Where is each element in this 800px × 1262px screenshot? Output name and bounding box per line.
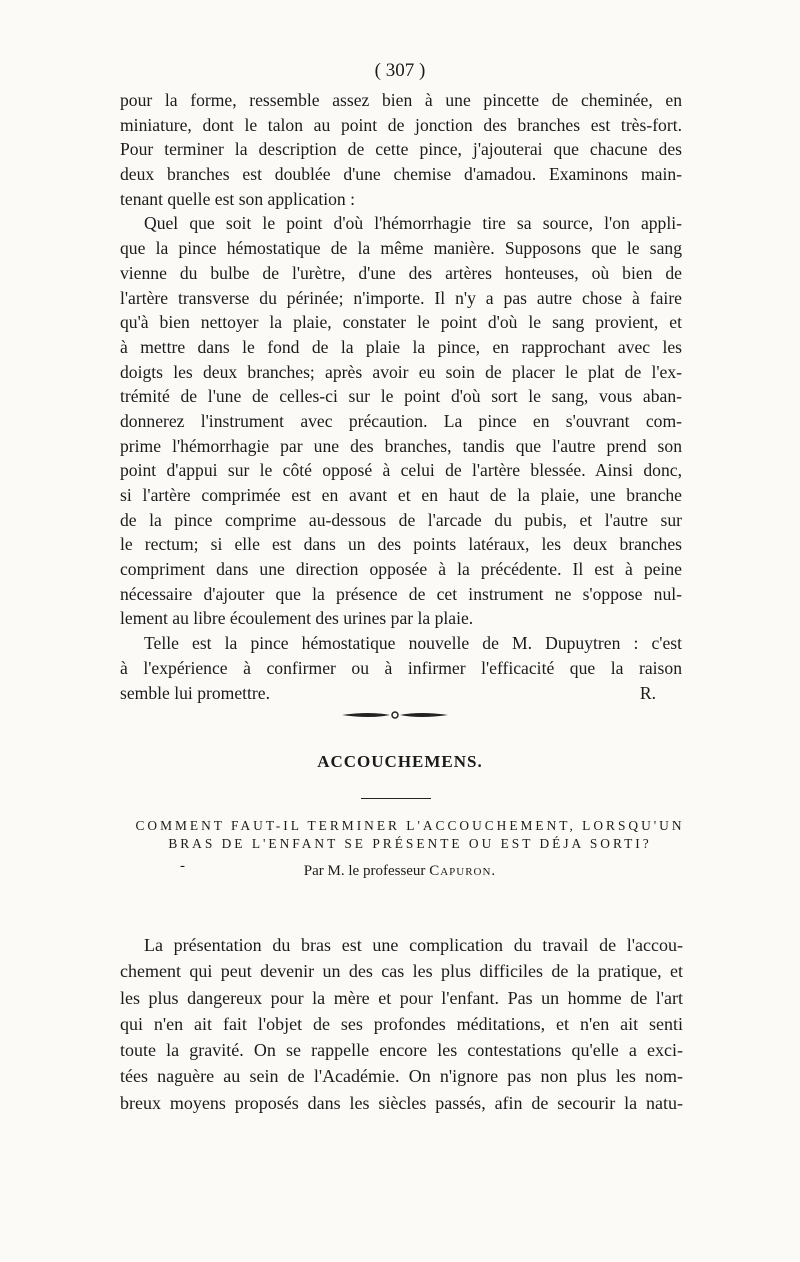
text-line: les plus dangereux pour la mère et pour l'enfant. Pas un homme de l'art — [120, 987, 683, 1008]
text-line: point d'appui sur le côté opposé à celui de l'artère blessée. Ainsi donc, — [120, 460, 682, 481]
text-block-bottom — [120, 932, 683, 1116]
text-line: tées naguère au sein de l'Académie. On n'ignore pas non plus les nom- — [120, 1066, 683, 1087]
text-line: que la pince hémostatique de la même manière. Supposons que le sang — [120, 238, 682, 259]
ornament-divider — [340, 707, 450, 723]
text-line: lement au libre écoulement des urines par la plaie. — [120, 608, 474, 629]
text-line: chement qui peut devenir un des cas les plus difficiles de la pratique, et — [120, 961, 683, 982]
section-heading: ACCOUCHEMENS. — [317, 752, 483, 771]
text-line-with-signature — [120, 681, 682, 706]
text-line: à mettre dans le fond de la plaie la pince, en rapprochant avec les — [120, 336, 682, 357]
text-line: le rectum; si elle est dans un des points latéraux, les deux branches — [120, 534, 682, 555]
text-line: toute la gravité. On se rappelle encore les contestations qu'elle a exci- — [120, 1040, 683, 1061]
article-title-line: BRAS DE L'ENFANT SE PRÉSENTE OU EST DÉJA SORTI? — [168, 836, 652, 851]
page-number: ( 307 ) — [374, 60, 426, 81]
text-line: l'artère transverse du périnée; n'importe. Il n'y a pas autre chose à faire — [120, 287, 682, 308]
text-line: breux moyens proposés dans les siècles passés, afin de secourir la natu- — [120, 1092, 683, 1113]
text-block-top — [120, 88, 682, 705]
text-line: tenant quelle est son application : — [120, 188, 356, 209]
divider-rule — [361, 798, 431, 799]
text-line: La présentation du bras est une complication du travail de l'accou- — [144, 935, 683, 955]
text-line: qui n'en ait fait l'objet de ses profondes méditations, et n'en ait senti — [120, 1013, 683, 1034]
text-line: deux branches est doublée d'une chemise d'amadou. Examinons main- — [120, 164, 682, 185]
text-line: si l'artère comprimée est en avant et en haut de la plaie, une branche — [120, 485, 682, 505]
text-line: miniature, dont le talon au point de jonction des branches est très-fort. — [120, 114, 682, 135]
text-line: vienne du bulbe de l'urètre, d'une des artères honteuses, où bien de — [120, 262, 682, 283]
dash-mark: - — [180, 858, 185, 874]
text-line: donnerez l'instrument avec précaution. La pince en s'ouvrant com- — [120, 410, 682, 431]
text-line: trémité de l'une de celles-ci sur le point d'où sort le sang, vous aban- — [120, 386, 682, 407]
signature: R. — [639, 682, 656, 703]
byline-prefix: Par M. le professeur — [303, 863, 426, 879]
text-line: à l'expérience à confirmer ou à infirmer l'efficacité que la raison — [120, 657, 682, 678]
byline — [0, 863, 800, 880]
text-line: Pour terminer la description de cette pince, j'ajouterai que chacune des — [120, 139, 682, 160]
text-line: nécessaire d'ajouter que la présence de cet instrument ne s'oppose nul- — [120, 583, 682, 604]
author-name: Capuron. — [429, 863, 497, 879]
text-line: pour la forme, ressemble assez bien à une pincette de cheminée, en — [120, 90, 682, 110]
text-line: doigts les deux branches; après avoir eu soin de placer le plat de l'ex- — [120, 361, 682, 382]
text-line: qu'à bien nettoyer la plaie, constater le point d'où le sang provient, et — [120, 312, 682, 333]
text-line: Quel que soit le point d'où l'hémorrhagie tire sa source, l'on appli- — [144, 213, 682, 234]
text-line: prime l'hémorrhagie par une des branches, tandis que l'autre prend son — [120, 435, 682, 456]
text-line: Telle est la pince hémostatique nouvelle de M. Dupuytren : c'est — [144, 633, 682, 654]
text-line: semble lui promettre. — [120, 682, 270, 703]
text-line: de la pince comprime au-dessous de l'arcade du pubis, et l'autre sur — [120, 509, 682, 530]
text-line: compriment dans une direction opposée à la précédente. Il est à peine — [120, 559, 682, 580]
article-title-line: COMMENT FAUT-IL TERMINER L'ACCOUCHEMENT, LORSQU'UN — [135, 818, 685, 833]
